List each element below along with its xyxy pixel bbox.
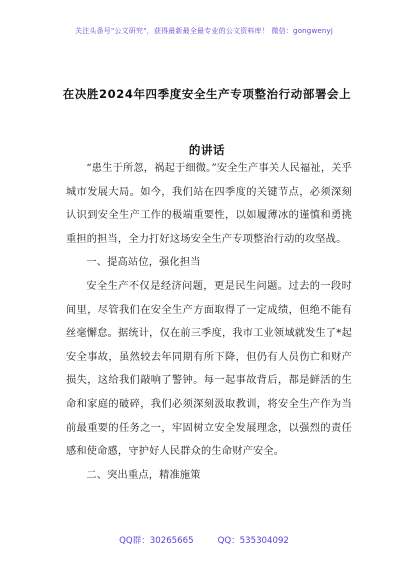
section-1-paragraph: 安全生产不仅是经济问题，更是民生问题。过去的一段时间里，尽管我们在安全生产方面取得了一定成绩，但绝不能有丝毫懈怠。据统计，仅在前三季度，我市工业领域就发生了*起安全事故，虽然较去年同期有所下降，但仍有人员伤亡和财产损失，这给我们敲响了警钟。每一起事故背后，都是鲜活的生命和家庭的破碎，我们必须深刻汲取教训，将安全生产作为当前最重要的任务之一，牢固树立安全发展理念，以强烈的责任感和使命感，守护好人民群众的生命财产安全。 [66, 280, 352, 458]
qq-group-number: QQ群：30265665 [119, 536, 194, 546]
intro-paragraph: “患生于所忽，祸起于细微。”安全生产事关人民福祉，关乎城市发展大局。如今，我们站在四季度的关键节点，必须深刻认识到安全生产工作的极端重要性，以如履薄冰的谨慎和勇挑重担的担当，全力打好这场安全生产专项整治行动的攻坚战。 [66, 163, 352, 245]
document-body [66, 157, 352, 487]
footer-contacts [0, 534, 408, 546]
header-promo-note: 关注头条号"公文研究"，获得最新最全最专业的公文资料库！ 微信：gongwenyj [74, 27, 334, 35]
section-heading-2: 二、突出重点，精准施策 [86, 469, 201, 481]
section-heading-1: 一、提高站位，强化担当 [86, 257, 201, 269]
qq-number: QQ：535304092 [217, 536, 289, 546]
document-title: 在决胜2024年四季度安全生产专项整治行动部署会上的讲话 [62, 87, 352, 157]
